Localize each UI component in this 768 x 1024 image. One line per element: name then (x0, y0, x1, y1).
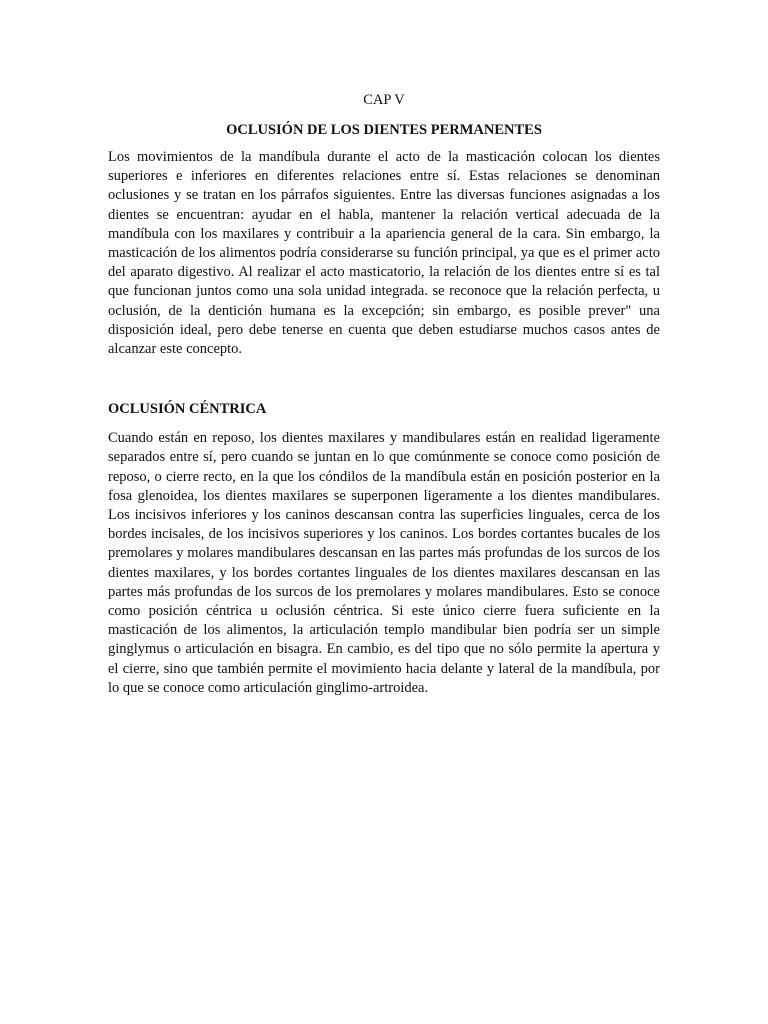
document-page (108, 90, 660, 698)
chapter-title: OCLUSIÓN DE LOS DIENTES PERMANENTES (226, 122, 542, 138)
chapter-label: CAP V (363, 92, 405, 108)
intro-paragraph: Los movimientos de la mandíbula durante el acto de la masticación colocan los dientes superiores e inferiores en diferentes relaciones entre sí. Estas relaciones se denominan oclusiones y se tratan en los párrafos siguientes. Entre las diversas funciones asignadas a los dientes se encuentran: ayudar en el habla, mantener la relación vertical adecuada de la mandíbula con los maxilares y contribuir a la apariencia general de la cara. Sin embargo, la masticación de los alimentos podría considerarse su función principal, ya que es el primer acto del aparato digestivo. Al realizar el acto masticatorio, la relación de los dientes entre sí es tal que funcionan juntos como una sola unidad integrada. se reconoce que la relación perfecta, u oclusión, de la dentición humana es la excepción; sin embargo, es posible prever" una disposición ideal, pero debe tenerse en cuenta que deben estudiarse muchos casos antes de alcanzar este concepto. (108, 149, 660, 358)
section-heading: OCLUSIÓN CÉNTRICA (108, 401, 267, 418)
section-paragraph: Cuando están en reposo, los dientes maxilares y mandibulares están en realidad ligeramente separados entre sí, pero cuando se juntan en lo que comúnmente se conoce como posición de reposo, o cierre recto, en la que los cóndilos de la mandíbula están en posición posterior en la fosa glenoidea, los dientes maxilares se superponen ligeramente a los dientes mandibulares. Los incisivos inferiores y los caninos descansan contra las superficies linguales, cerca de los bordes incisales, de los incisivos superiores y los caninos. Los bordes cortantes bucales de los premolares y molares mandibulares descansan en las partes más profundas de los surcos de los dientes maxilares, y los bordes cortantes linguales de los dientes maxilares descansan en las partes más profundas de los surcos de los premolares y molares mandibulares. Esto se conoce como posición céntrica u oclusión céntrica. Si este único cierre fuera suficiente en la masticación de los alimentos, la articulación templo mandibular bien podría ser un simple ginglymus o articulación en bisagra. En cambio, es del tipo que no sólo permite la apertura y el cierre, sino que también permite el movimiento hacia delante y lateral de la mandíbula, por lo que se conoce como articulación ginglimo-artroidea. (108, 430, 660, 696)
